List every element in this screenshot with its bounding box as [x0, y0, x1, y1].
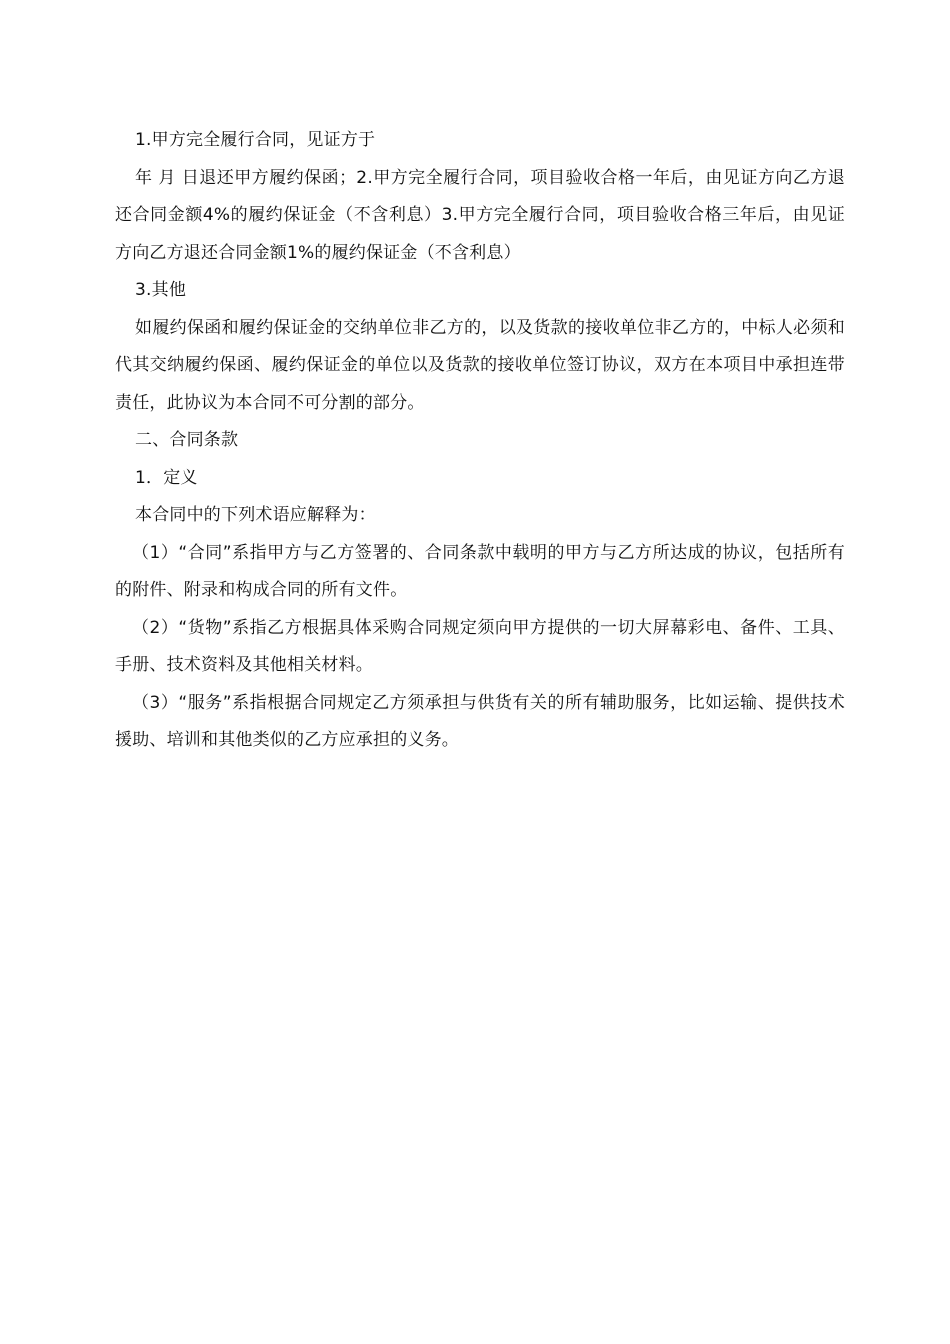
definition-contract: （1）“合同”系指甲方与乙方签署的、合同条款中载明的甲方与乙方所达成的协议，包括所有的附件、附录和构成合同的所有文件。 — [115, 542, 845, 600]
section-heading-contract-terms: 二、合同条款 — [135, 430, 239, 450]
definition-services: （3）“服务”系指根据合同规定乙方须承担与供货有关的所有辅助服务，比如运输、提供技术援助、培训和其他类似的乙方应承担的义务。 — [115, 692, 845, 750]
definition-goods: （2）“货物”系指乙方根据具体采购合同规定须向甲方提供的一切大屏幕彩电、备件、工具、手册、技术资料及其他相关材料。 — [115, 617, 845, 675]
clause-refund-terms: 年 月 日退还甲方履约保函；2.甲方完全履行合同，项目验收合格一年后，由见证方向乙方退还合同金额4%的履约保证金（不含利息）3.甲方完全履行合同，项目验收合格三年后，由见证方向乙方退还合同金额1%的履约保证金（不含利息） — [115, 167, 845, 263]
clause-heading-definitions: 1．定义 — [135, 467, 198, 488]
clause-item-1: 1.甲方完全履行合同，见证方于 — [135, 130, 376, 150]
document-page — [115, 122, 845, 760]
clause-heading-other: 3.其他 — [135, 280, 187, 300]
clause-other-text: 如履约保函和履约保证金的交纳单位非乙方的，以及货款的接收单位非乙方的，中标人必须和代其交纳履约保函、履约保证金的单位以及货款的接收单位签订协议，双方在本项目中承担连带责任，此协议为本合同不可分割的部分。 — [115, 317, 845, 413]
definitions-intro: 本合同中的下列术语应解释为： — [135, 505, 376, 525]
